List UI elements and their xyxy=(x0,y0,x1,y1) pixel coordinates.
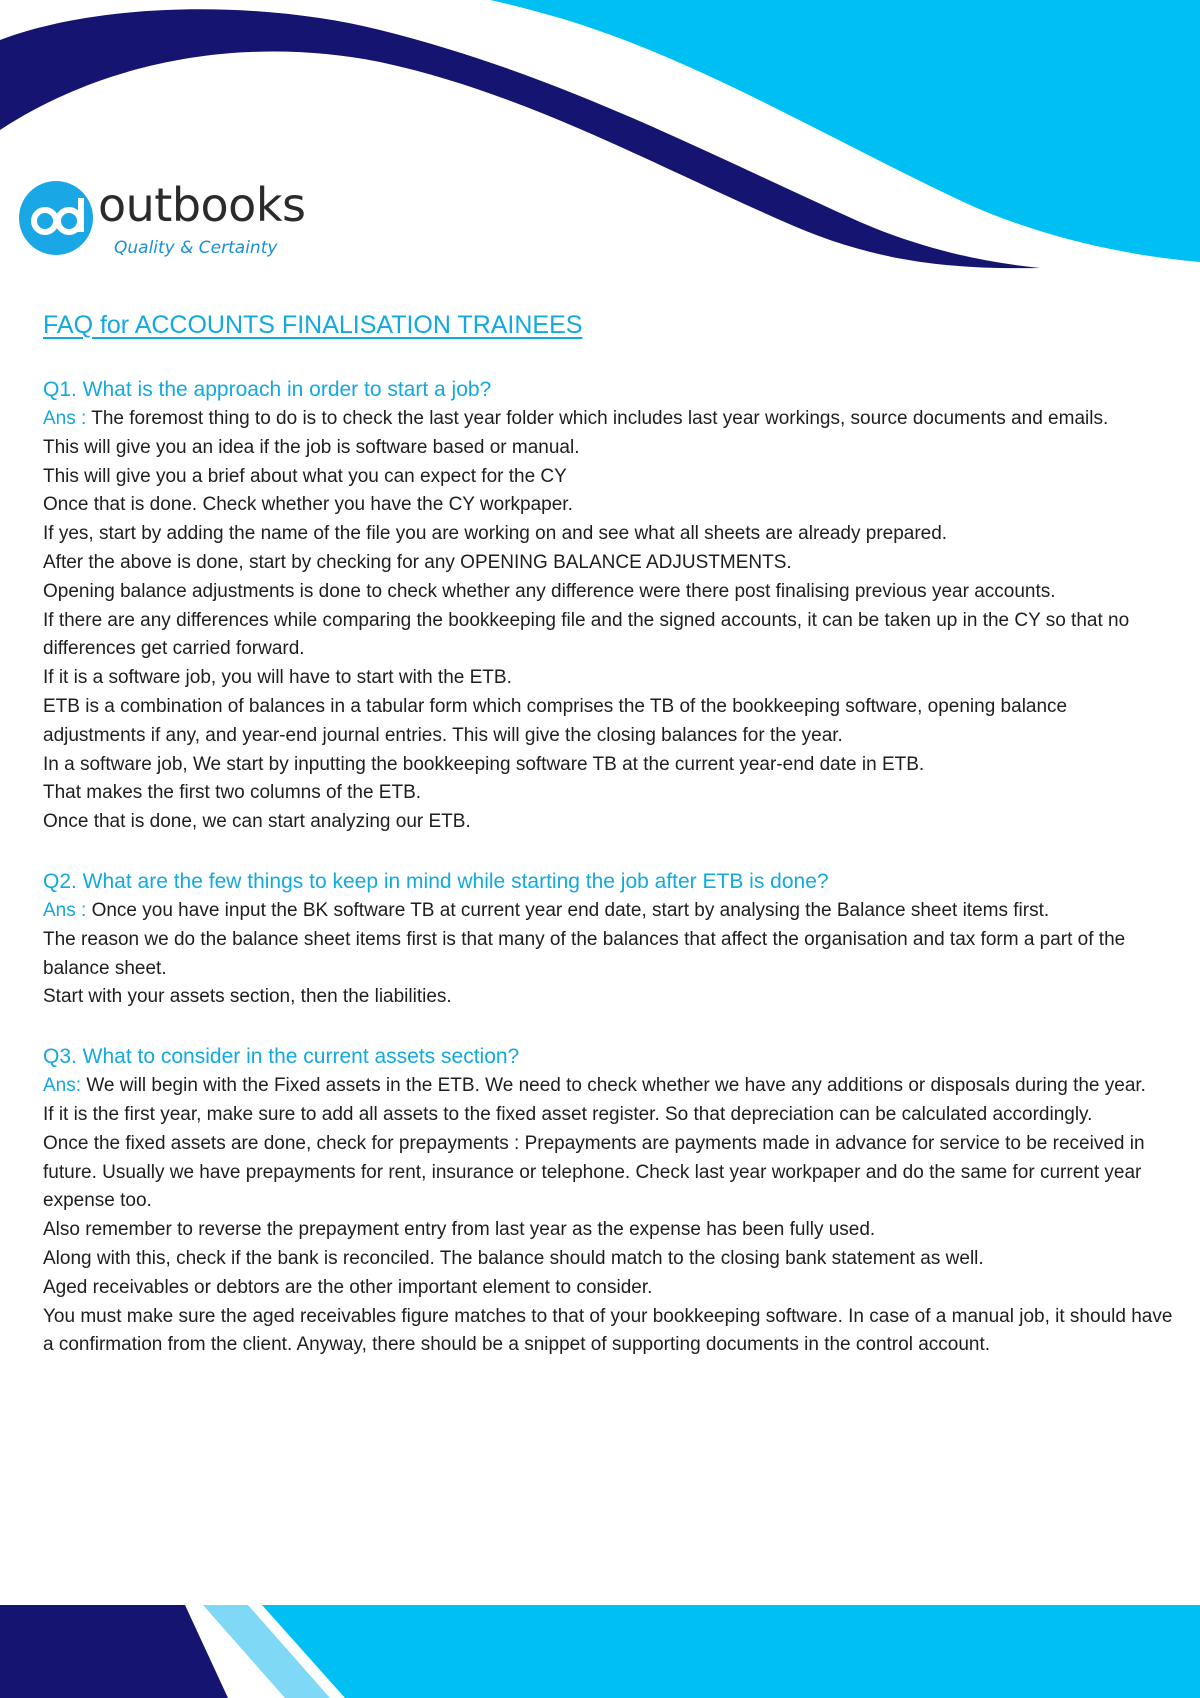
outbooks-logo-icon xyxy=(18,180,94,256)
faq-answer-first xyxy=(43,405,1173,434)
faq-answer-paragraph: ETB is a combination of balances in a tabular form which comprises the TB of the bookkeeping software, opening balance adjustments if any, and year-end journal entries. This will give the closing balances for the year. xyxy=(43,695,1068,746)
faq-answer-paragraph: Opening balance adjustments is done to check whether any difference were there post finalising previous year accounts. xyxy=(43,580,1056,602)
faq-item xyxy=(43,867,1173,1012)
faq-item xyxy=(43,375,1173,837)
faq-answer-paragraph: If it is the first year, make sure to add all assets to the fixed asset register. So that depreciation can be calculated accordingly. xyxy=(43,1103,1093,1125)
answer-text: We will begin with the Fixed assets in the ETB. We need to check whether we have any additions or disposals during the year. xyxy=(86,1075,1146,1097)
faq-answer-paragraph: Aged receivables or debtors are the other important element to consider. xyxy=(43,1276,653,1298)
faq-question: Q3. What to consider in the current assets section? xyxy=(43,1045,520,1069)
document-title: FAQ for ACCOUNTS FINALISATION TRAINEES xyxy=(43,311,583,339)
faq-answer-paragraph: Also remember to reverse the prepayment entry from last year as the expense has been fully used. xyxy=(43,1219,876,1241)
faq-answer-paragraph: If yes, start by adding the name of the file you are working on and see what all sheets are already prepared. xyxy=(43,523,948,545)
faq-answer-first xyxy=(43,1072,1173,1101)
faq-answer-paragraph: In a software job, We start by inputting the bookkeeping software TB at the current year-end date in ETB. xyxy=(43,753,925,775)
faq-answer-paragraph: Once that is done, we can start analyzing our ETB. xyxy=(43,811,471,833)
logo-wordmark: outbooks xyxy=(98,178,306,232)
answer-label: Ans : xyxy=(43,408,92,429)
outbooks-logo xyxy=(18,180,318,262)
faq-answer-paragraph: This will give you an idea if the job is software based or manual. xyxy=(43,436,580,458)
faq-question: Q1. What is the approach in order to start a job? xyxy=(43,378,492,401)
logo-tagline: Quality & Certainty xyxy=(114,238,278,258)
answer-text: The foremost thing to do is to check the last year folder which includes last year workings, source documents and emails. xyxy=(91,408,1109,429)
answer-label: Ans: xyxy=(43,1075,87,1097)
faq-answer-paragraph: Once that is done. Check whether you have the CY workpaper. xyxy=(43,494,573,516)
faq-answer-first xyxy=(43,897,1173,926)
footer-stripe-graphic xyxy=(0,1605,1200,1698)
faq-answer-paragraph: The reason we do the balance sheet items first is that many of the balances that affect the organisation and tax form a part of the balance sheet. xyxy=(43,928,1126,979)
faq-answer-paragraph: Once the fixed assets are done, check for prepayments : Prepayments are payments made in advance for service to be received in future. Usually we have prepayments for rent, insurance or telephone. Check last year workpaper and do the same for current year expense too. xyxy=(43,1132,1145,1212)
document-body xyxy=(43,307,1173,1390)
answer-text: Once you have input the BK software TB at current year end date, start by analysing the Balance sheet items first. xyxy=(91,899,1050,921)
faq-answer-paragraph: That makes the first two columns of the ETB. xyxy=(43,782,422,804)
faq-answer-paragraph: Along with this, check if the bank is reconciled. The balance should match to the closing bank statement as well. xyxy=(43,1247,984,1269)
faq-answer-paragraph: If there are any differences while comparing the bookkeeping file and the signed accounts, it can be taken up in the CY so that no differences get carried forward. xyxy=(43,609,1130,660)
faq-answer-paragraph: You must make sure the aged receivables figure matches to that of your bookkeeping software. In case of a manual job, it should have a confirmation from the client. Anyway, there should be a snippet of supporting documents in the control account. xyxy=(43,1305,1173,1356)
faq-question: Q2. What are the few things to keep in mind while starting the job after ETB is done? xyxy=(43,869,829,893)
faq-list xyxy=(43,375,1173,1360)
answer-label: Ans : xyxy=(43,899,92,921)
faq-answer-paragraph: If it is a software job, you will have to start with the ETB. xyxy=(43,667,512,689)
faq-answer-paragraph: This will give you a brief about what you can expect for the CY xyxy=(43,465,567,487)
faq-answer-paragraph: Start with your assets section, then the liabilities. xyxy=(43,986,452,1008)
faq-item xyxy=(43,1042,1173,1360)
faq-answer-paragraph: After the above is done, start by checking for any OPENING BALANCE ADJUSTMENTS. xyxy=(43,551,792,573)
